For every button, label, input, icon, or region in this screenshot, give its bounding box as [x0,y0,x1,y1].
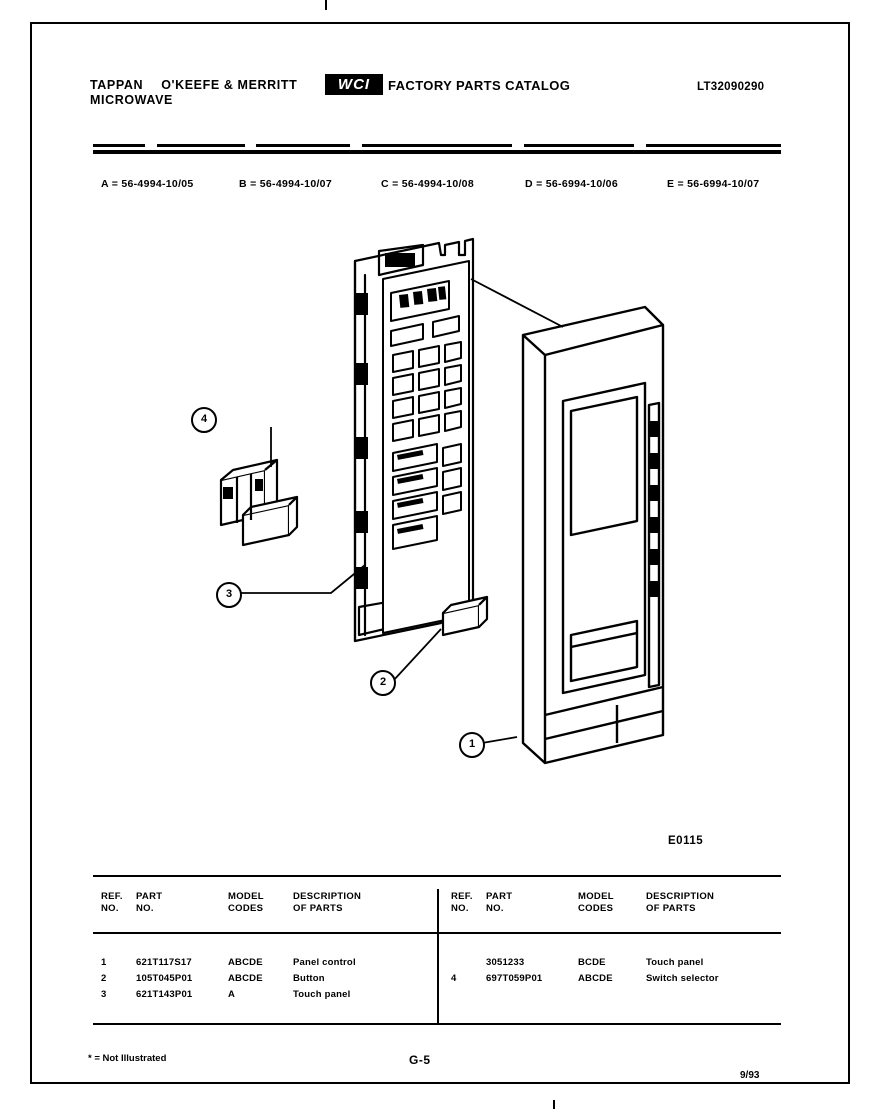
header-desc-line2: OF PARTS [293,903,343,914]
callout-2: 2 [370,670,396,696]
header-part-line2-r: NO. [486,903,504,914]
table-rule-top [93,875,781,877]
model-code-b: B = 56-4994-10/07 [239,178,332,190]
row3-codes: A [228,989,236,1000]
header-part-no-right [486,891,512,915]
row2-codes: ABCDE [228,973,263,984]
row4-codes: BCDE [578,957,606,968]
header-dash-2 [157,144,245,147]
crop-mark-top [325,0,327,10]
header-model-line2-r: CODES [578,903,614,914]
row5-desc: Switch selector [646,973,719,984]
parts-illustration [93,215,787,865]
header-ref-line2-r: NO. [451,903,469,914]
catalog-number: LT32090290 [697,81,765,93]
header-part-no-left [136,891,162,915]
row5-part: 697T059P01 [486,973,543,984]
crop-mark-bottom [553,1100,555,1109]
row3-ref: 3 [101,989,107,1000]
header-rule [93,150,781,154]
callout-3: 3 [216,582,242,608]
page-header [90,78,790,118]
header-part-line1-r: PART [486,891,513,902]
header-dash-4 [362,144,512,147]
row2-part: 105T045P01 [136,973,193,984]
row3-part: 621T143P01 [136,989,193,1000]
header-ref-no-right [451,891,473,915]
model-code-a: A = 56-4994-10/05 [101,178,194,190]
parts-table [93,875,781,1025]
header-model-line1: MODEL [228,891,264,902]
header-model-codes-right [578,891,614,915]
header-description-right [646,891,714,915]
header-part-line1: PART [136,891,163,902]
header-desc-line1: DESCRIPTION [293,891,362,902]
header-dash-1 [93,144,145,147]
row1-desc: Panel control [293,957,356,968]
row1-codes: ABCDE [228,957,263,968]
header-model-line1-r: MODEL [578,891,614,902]
row2-ref: 2 [101,973,107,984]
row4-desc: Touch panel [646,957,704,968]
row3-desc: Touch panel [293,989,351,1000]
row5-ref: 4 [451,973,457,984]
row1-ref: 1 [101,957,107,968]
row5-codes: ABCDE [578,973,613,984]
row4-part: 3051233 [486,957,525,968]
exploded-view-drawing [93,215,787,865]
header-part-line2: NO. [136,903,154,914]
brand-okeefe-merritt: O'KEEFE & MERRITT [161,78,298,92]
row1-part: 621T117S17 [136,957,192,968]
header-ref-line2: NO. [101,903,119,914]
model-code-c: C = 56-4994-10/08 [381,178,474,190]
header-description-left [293,891,361,915]
row2-desc: Button [293,973,325,984]
brand-names [90,78,297,92]
brand-tappan: TAPPAN [90,78,144,92]
header-ref-line1: REF. [101,891,123,902]
table-rule-vertical [437,889,439,1023]
revision-date: 9/93 [740,1070,760,1081]
header-dash-3 [256,144,350,147]
header-ref-no-left [101,891,123,915]
callout-1: 1 [459,732,485,758]
header-model-line2: CODES [228,903,264,914]
catalog-title: FACTORY PARTS CATALOG [388,78,571,93]
page-number: G-5 [409,1053,431,1067]
diagram-code: E0115 [668,835,704,847]
header-desc-line2-r: OF PARTS [646,903,696,914]
footnote-not-illustrated: * = Not Illustrated [88,1053,167,1064]
table-rule-bottom [93,1023,781,1025]
header-desc-line1-r: DESCRIPTION [646,891,715,902]
model-code-e: E = 56-6994-10/07 [667,178,760,190]
brand-microwave: MICROWAVE [90,93,173,107]
header-model-codes-left [228,891,264,915]
model-code-d: D = 56-6994-10/06 [525,178,618,190]
header-dash-6 [646,144,781,147]
header-dash-5 [524,144,634,147]
wci-logo: WCI [325,74,383,95]
callout-4: 4 [191,407,217,433]
header-ref-line1-r: REF. [451,891,473,902]
